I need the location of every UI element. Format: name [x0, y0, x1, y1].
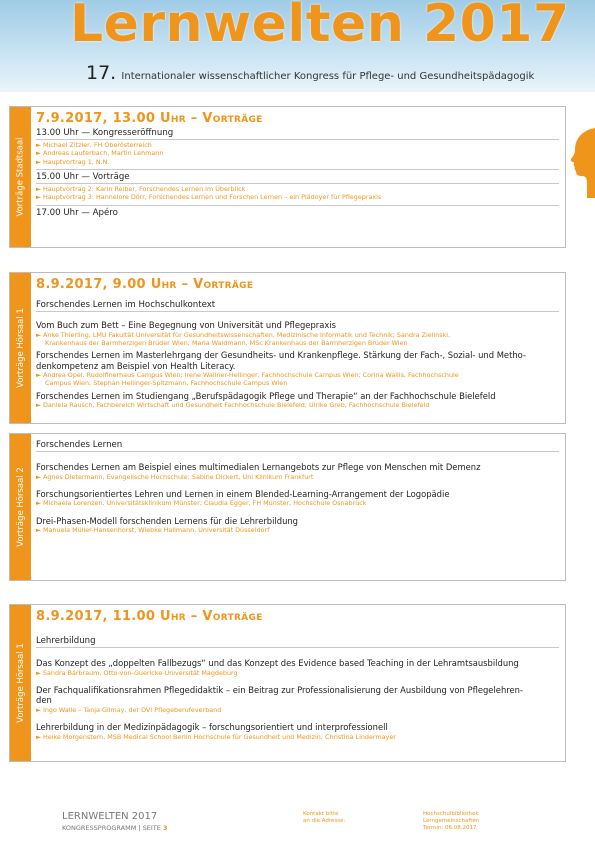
- speaker-item: ► Hauptvortrag 3: Hannelore Dörr, Forschendes Lernen und Forschen Lernen – ein Plädoyer für Pflegepraxis: [36, 193, 382, 202]
- side-bar: [10, 434, 31, 580]
- speaker-item: ► Hauptvortrag 1, N.N.: [36, 157, 110, 166]
- footer-title: LERNWELTEN 2017: [62, 811, 158, 822]
- talk-title-cont: denkompetenz am Beispiel von Health Literacy.: [36, 360, 236, 371]
- topic-heading: Forschendes Lernen im Hochschulkontext: [36, 298, 559, 312]
- side-bar: [10, 107, 31, 247]
- footer-info-line: Termin: 06.08.2017: [423, 825, 477, 832]
- talk-title: Lehrerbildung in der Medizinpädagogik – forschungsorientiert und interprofessionell: [36, 722, 388, 733]
- side-bar: [10, 605, 31, 761]
- time-slot: 15.00 Uhr — Vorträge: [36, 170, 559, 184]
- head-profile-icon: [569, 128, 595, 198]
- speaker-item: ► Anke Thierling, LMU Fakultät Universität für Gesundheitswissenschaften, Medizinische Informatik und Technik; Sandra Zielinski,: [36, 330, 451, 339]
- footer-contact-line: Kontakt bitte: [303, 811, 339, 817]
- page-number: 3: [162, 824, 168, 832]
- footer-program-label: KONGRESSPROGRAMM | SEITE: [62, 824, 161, 832]
- speaker-item: ► Andreas Lauterbach, Martin Lehmann: [36, 149, 164, 158]
- speaker-item: ► Michael Zitzler, FH Oberösterreich: [36, 141, 152, 149]
- talk-title: Das Konzept des „doppelten Fallbezugs“ und das Konzept des Evidence based Teaching in der Lehramtsausbildung: [36, 658, 519, 668]
- footer-info-line: Hochschulbibliothek: [423, 811, 479, 817]
- talk-title-cont: den: [36, 695, 52, 706]
- talk-title: Forschendes Lernen am Beispiel eines multimedialen Lernangebots zur Pflege von Menschen mit Demenz: [36, 462, 481, 472]
- talk-title: Forschendes Lernen im Masterlehrgang der Gesundheits- und Krankenpflege. Stärkung der Fach-, Sozial- und Metho-: [36, 350, 526, 361]
- section-title: 7.9.2017, 13.00 Uhr – Vorträge: [36, 111, 263, 126]
- speaker-item: ► Heike Morgenstern, MSB Medical School Berlin Hochschule für Gesundheit und Medizin; Christina Lindermayer: [36, 732, 396, 741]
- speaker-item: ► Hauptvortrag 2: Karin Reiber, Forschendes Lernen im Überblick: [36, 184, 246, 193]
- speaker-item: Krankenhaus der Barmherzigen Brüder Wien; Maria Waldmann, MSc Krankenhaus der Barmherzigen Brüder Wien: [45, 338, 408, 347]
- speaker-item: ► Daniela Rausch, Fachbereich Wirtschaft und Gesundheit Fachhochschule Bielefeld; Ulrike Greb, Fachhochschule Bielefeld: [36, 401, 430, 410]
- speaker-item: ► Ingo Walle – Tanja Gilmay, der DVI Pflegeberufeverband: [36, 705, 222, 714]
- time-slot: 17.00 Uhr — Apéro: [36, 207, 118, 218]
- talk-title: Vom Buch zum Bett – Eine Begegnung von Universität und Pflegepraxis: [36, 320, 336, 330]
- subtitle-text: Internationaler wissenschaftlicher Kongress für Pflege- und Gesundheitspädagogik: [121, 71, 535, 82]
- speaker-item: ► Sandra Bärbraum, Otto-von-Guericke-Universität Magdeburg: [36, 668, 238, 677]
- speaker-item: ► Andrea Opel, Rudolfinerhaus Campus Wien; Irene Wallner-Hellinger, Fachhochschule Campus Wien; Corina Wallis, Fachhochschule: [36, 371, 459, 380]
- conference-title: Lernwelten 2017: [70, 0, 570, 54]
- side-label: Vorträge Hörsaal 1: [15, 308, 26, 388]
- conference-subtitle: [86, 62, 534, 84]
- speaker-item: ► Michaela Lorenzen, Universitätsklinikum Münster; Claudia Egger, FH Münster, Hochschule Osnabrück: [36, 499, 367, 508]
- side-bar: [10, 273, 31, 423]
- footer-contact: [303, 811, 345, 825]
- time-slot: 13.00 Uhr — Kongresseröffnung: [36, 126, 559, 140]
- edition-number: 17.: [86, 62, 117, 84]
- talk-title: Forschungsorientiertes Lehren und Lernen in einem Blended-Learning-Arrangement der Logopädie: [36, 488, 450, 499]
- talk-title: Forschendes Lernen im Studiengang „Berufspädagogik Pflege und Therapie“ an der Fachhochschule Bielefeld: [36, 390, 496, 401]
- side-label: Vorträge Hörsaal 1: [15, 643, 26, 723]
- section-stadtsaal: [9, 106, 566, 248]
- footer-info: [423, 811, 479, 832]
- section-hoersaal-1-late: [9, 604, 566, 762]
- section-title: 8.9.2017, 11.00 Uhr – Vorträge: [36, 609, 263, 624]
- speaker-item: Campus Wien; Stephan Hellinger-Spitzmann, Fachhochschule Campus Wien: [45, 379, 288, 388]
- footer-subtitle: [62, 824, 167, 832]
- speaker-item: ► Agnes Dietermann, Evangelische Hochschule; Sabine Dickert, Uni Klinikum Frankfurt: [36, 472, 314, 481]
- side-label: Vorträge Hörsaal 2: [15, 467, 26, 547]
- header-banner: [0, 0, 595, 92]
- side-label: Vorträge Stadtsaal: [15, 137, 26, 217]
- speaker-list: [36, 184, 559, 206]
- section-title: 8.9.2017, 9.00 Uhr – Vorträge: [36, 277, 254, 292]
- talk-title: Der Fachqualifikationsrahmen Pflegedidaktik – ein Beitrag zur Professionalisierung der Ausbildung von Pflegelehren-: [36, 684, 523, 695]
- section-hoersaal-1-morning: [9, 272, 566, 424]
- footer-info-line: Lerngemeinschaften: [423, 818, 480, 825]
- speaker-item: ► Manuela Müller-Hansenhorst, Wiebke Hallmann, Universität Düsseldorf: [36, 526, 270, 535]
- topic-heading: Lehrerbildung: [36, 634, 559, 648]
- speaker-list: [36, 140, 559, 170]
- section-hoersaal-2: [9, 433, 566, 581]
- talk-title: Drei-Phasen-Modell forschenden Lernens für die Lehrerbildung: [36, 515, 299, 526]
- topic-heading: Forschendes Lernen: [36, 438, 559, 452]
- footer-contact-line: an die Adresse:: [303, 818, 346, 825]
